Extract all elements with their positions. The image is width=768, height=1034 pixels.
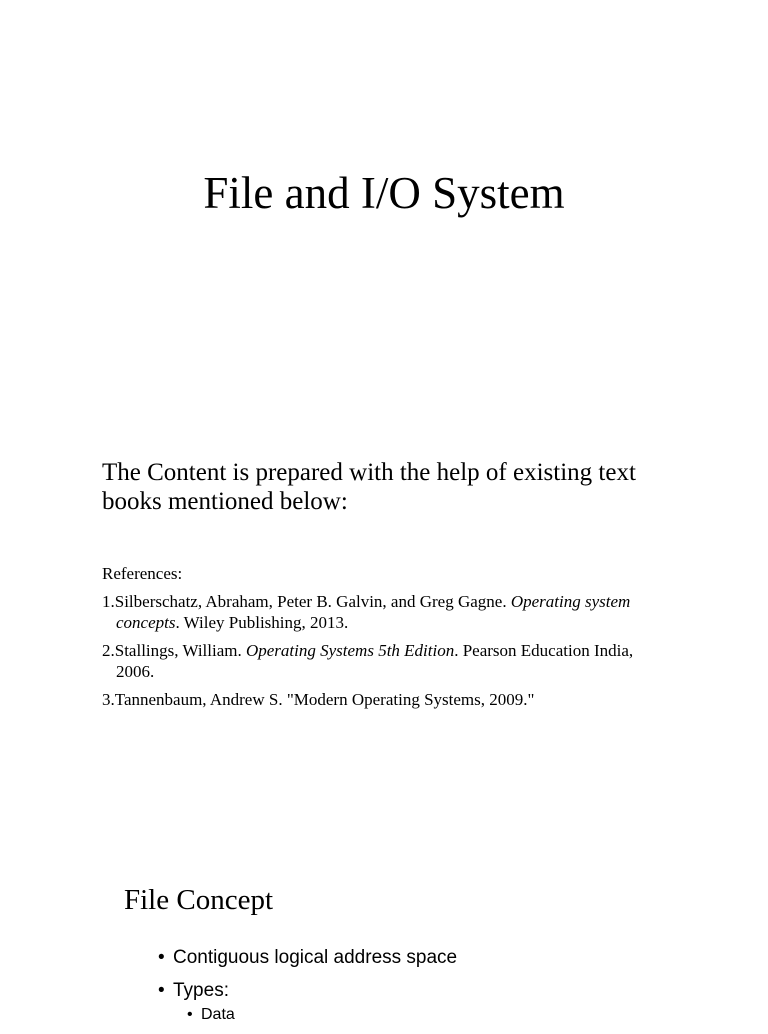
reference-number: 1. <box>102 592 115 611</box>
reference-number: 3. <box>102 690 115 709</box>
sub-bullet-item <box>187 1005 457 1025</box>
reference-publisher: . Wiley Publishing, 2013. <box>175 613 349 632</box>
reference-text: Stallings, William. <box>114 641 246 660</box>
reference-text: Silberschatz, Abraham, Peter B. Galvin, and Greg Gagne. <box>114 592 511 611</box>
reference-text: Tannenbaum, Andrew S. "Modern Operating Systems, 2009." <box>114 690 535 709</box>
references-list <box>102 591 672 717</box>
file-concept-slide <box>0 850 768 1024</box>
intro-text: The Content is prepared with the help of existing text books mentioned below: <box>102 459 636 515</box>
bullet-item <box>158 979 457 1025</box>
references-label: References: <box>102 564 183 583</box>
reference-item <box>102 689 672 710</box>
reference-publisher: . Pearson Education India, 2006. <box>116 641 634 681</box>
sub-bullet-text: Data <box>201 1006 235 1023</box>
reference-item <box>102 591 672 633</box>
bullet-item <box>158 946 457 970</box>
bullet-text: Contiguous logical address space <box>173 947 458 968</box>
concept-bullets <box>158 946 457 1034</box>
reference-title: Operating Systems 5th Edition <box>245 641 455 660</box>
title-slide <box>0 0 768 430</box>
reference-item <box>102 640 672 682</box>
reference-number: 2. <box>102 641 115 660</box>
reference-title: Operating system concepts <box>116 592 631 632</box>
slide-title: File and I/O System <box>203 168 565 218</box>
sub-bullets <box>173 1005 457 1025</box>
references-slide <box>0 430 768 850</box>
bullet-text: Types: <box>173 980 229 1001</box>
concept-heading: File Concept <box>124 884 274 916</box>
